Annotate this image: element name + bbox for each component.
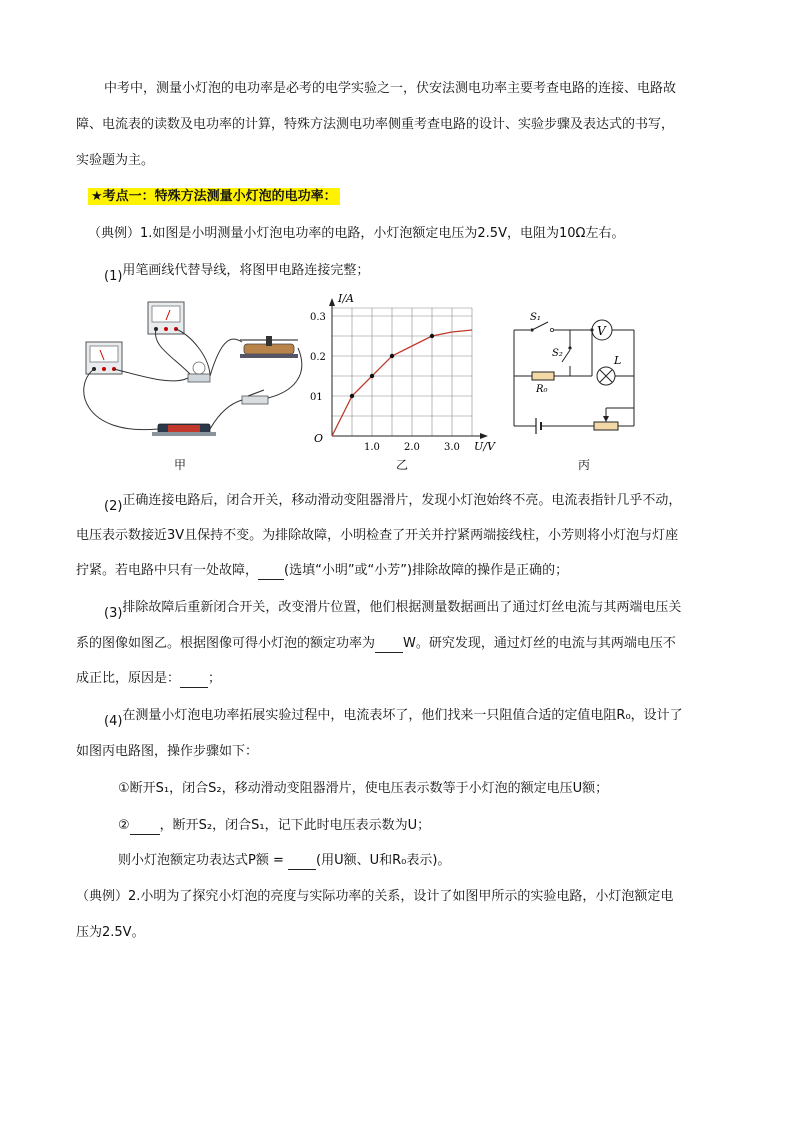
q1-part2-line2: 电压表示数接近3V且保持不变。为排除故障，小明检查了开关并拧紧两端接线柱，小芳则将小灯泡与灯座 [76,528,679,543]
q1-part4-line2: 如图丙电路图，操作步骤如下： [76,744,259,759]
q1-part3-text-3b: ； [208,671,222,686]
x-axis-label: U/V [474,440,495,453]
figure-yi-caption: 乙 [396,458,409,472]
intro-line-1: 中考中，测量小灯泡的电功率是必考的电学实验之一，伏安法测电功率主要考查电路的连接、电路故 [104,81,677,96]
s2-label: S₂ [552,348,563,359]
origin-label: O [314,432,324,445]
q1-part4-expression [118,852,450,870]
y-tick-label: 0.2 [310,352,326,363]
expression-suffix: (用U额、U和R₀表示)。 [316,853,451,868]
r0-symbol [532,372,554,380]
figure-jia-caption: 甲 [174,458,187,472]
intro-line-3: 实验题为主。 [76,153,155,168]
q1-part2-line3 [76,562,568,580]
q1-part2-text-3a: 拧紧。若电路中只有一处故障， [76,563,259,578]
iv-chart [304,284,504,454]
y-tick-label: 01 [310,392,323,403]
answer-blank-4a[interactable] [130,820,160,835]
chart-grid [332,308,472,436]
q2-line1: （典例）2.小明为了探究小灯泡的亮度与实际功率的关系，设计了如图甲所示的实验电路，小灯泡额定电 [76,889,674,904]
x-axis-arrow [480,433,488,439]
rheostat-symbol [594,422,618,430]
figure-bing-caption: 丙 [578,458,591,472]
y-tick-label: 0.3 [310,312,326,323]
x-tick-label: 2.0 [404,442,420,453]
data-point [430,334,434,338]
y-axis-arrow [329,298,335,306]
data-point [390,354,394,358]
q1-part4-step2 [118,817,430,835]
step2-marker: ② [118,818,130,833]
q1-part3-line2 [76,635,676,653]
q1-part4-step1: ①断开S₁，闭合S₂，移动滑动变阻器滑片，使电压表示数等于小灯泡的额定电压U额； [118,781,609,796]
q1-part1-number: (1) [104,269,123,284]
answer-blank-2[interactable] [258,565,284,580]
voltmeter-label: V [597,324,606,338]
q1-part3-line3 [76,670,221,688]
answer-blank-3b[interactable] [180,673,208,688]
y-axis-label: I/A [338,292,354,305]
data-point [350,394,354,398]
q1-part1 [104,262,370,284]
q1-part3-text-2b: W。研究发现，通过灯丝的电流与其两端电压不 [403,636,676,651]
expression-prefix: 则小灯泡额定功表达式P额 = [118,853,284,868]
answer-blank-3a[interactable] [375,638,403,653]
section-title: ★考点一：特殊方法测量小灯泡的电功率： [88,188,340,205]
circuit-photo-illustration [72,296,312,446]
q1-part1-text: 用笔画线代替导线，将图甲电路连接完整； [122,263,370,278]
data-point [370,374,374,378]
q1-part4-line1 [104,707,683,729]
answer-blank-4b[interactable] [288,855,316,870]
q1-part4-number: (4) [104,714,123,729]
q1-part3-text-1: 排除故障后重新闭合开关，改变滑片位置，他们根据测量数据画出了通过灯丝电流与其两端电压关 [122,600,682,615]
q1-part4-step2-text: ，断开S₂，闭合S₁，记下此时电压表示数为U； [159,818,431,833]
q1-stem: （典例）1.如图是小明测量小灯泡电功率的电路，小灯泡额定电压为2.5V，电阻为10Ω左右。 [88,226,625,241]
figure-bing [508,308,648,438]
x-tick-label: 3.0 [444,442,460,453]
q1-part4-text-1: 在测量小灯泡电功率拓展实验过程中，电流表坏了，他们找来一只阻值合适的定值电阻R₀，设计了 [122,708,683,723]
q1-part2-text-3b: (选填“小明”或“小芳”)排除故障的操作是正确的； [284,563,569,578]
x-tick-label: 1.0 [364,442,380,453]
q1-part3-text-3a: 成正比，原因是： [76,671,181,686]
q1-part2-number: (2) [104,499,123,514]
iv-curve [332,330,472,436]
figure-jia [72,296,312,446]
q1-part3-line1 [104,599,682,621]
q1-part2-text-1: 正确连接电路后，闭合开关，移动滑动变阻器滑片，发现小灯泡始终不亮。电流表指针几乎不动， [122,493,682,508]
q1-part2-line1 [104,492,682,514]
lamp-label: L [614,354,622,367]
section-heading [88,188,340,206]
q1-part3-number: (3) [104,606,123,621]
r0-label: R₀ [536,384,548,395]
q1-part3-text-2a: 系的图像如图乙。根据图像可得小灯泡的额定功率为 [76,636,376,651]
intro-line-2: 障、电流表的读数及电功率的计算，特殊方法测电功率侧重考查电路的设计、实验步骤及表达式的书写， [76,117,675,132]
s1-label: S₁ [530,312,541,323]
q2-line2: 压为2.5V。 [76,925,145,940]
figure-yi [304,284,504,454]
circuit-diagram [508,308,648,438]
